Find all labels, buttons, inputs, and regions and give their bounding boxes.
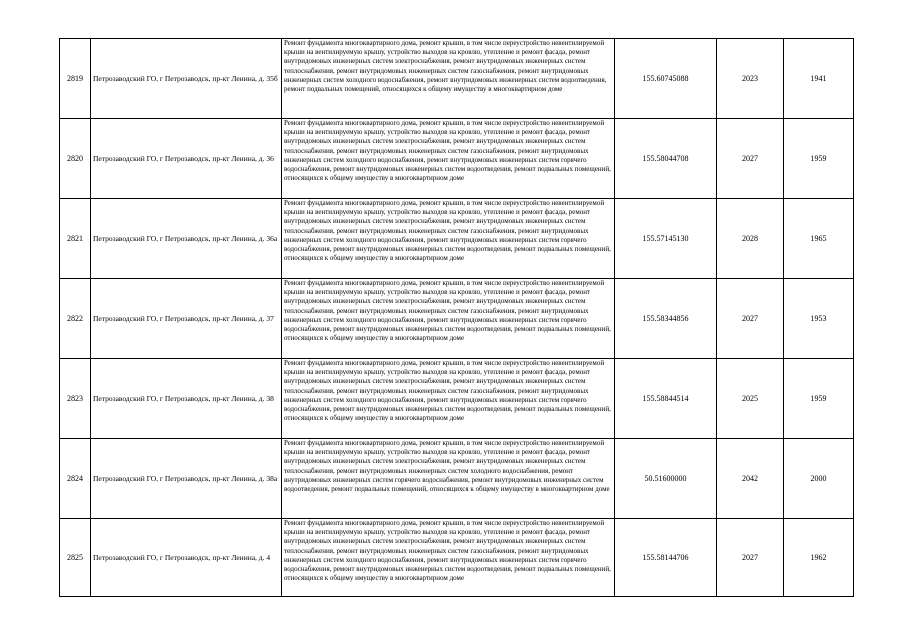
cost-cell: 155.58144706 <box>615 519 717 597</box>
works-text: Ремонт фундамента многоквартирного дома, ремонт крыши, в том числе переустройство невентилируемой крыши на вентилируемую крышу, устройство выходов на кровлю, утепление и ремонт фасада, ремонт внутридомовых инженерных систем электроснабжения, ремонт внутридомовых инженерных систем теплоснабжения, ремонт внутридомовых инженерных систем газоснабжения, ремонт внутридомовых инженерных систем холодного водоснабжения, ремонт внутридомовых инженерных систем горячего водоснабжения, ремонт внутридомовых инженерных систем водоотведения, ремонт подвальных помещений, относящихся к общему имуществу в многоквартирном доме <box>284 359 611 423</box>
cost-cell: 50.51600000 <box>615 439 717 519</box>
address-cell: Петрозаводский ГО, г Петрозаводск, пр-кт Ленина, д. 36 <box>91 119 282 199</box>
cost-cell: 155.58344856 <box>615 279 717 359</box>
document-page <box>59 38 854 597</box>
works-text: Ремонт фундамента многоквартирного дома, ремонт крыши, в том числе переустройство невентилируемой крыши на вентилируемую крышу, устройство выходов на кровлю, утепление и ремонт фасада, ремонт внутридомовых инженерных систем электроснабжения, ремонт внутридомовых инженерных систем теплоснабжения, ремонт внутридомовых инженерных систем газоснабжения, ремонт внутридомовых инженерных систем холодного водоснабжения, ремонт внутридомовых инженерных систем горячего водоснабжения, ремонт внутридомовых инженерных систем водоотведения, ремонт подвальных помещений, относящихся к общему имуществу в многоквартирном доме <box>284 119 611 183</box>
table-row <box>60 199 854 279</box>
address-cell: Петрозаводский ГО, г Петрозаводск, пр-кт Ленина, д. 35б <box>91 39 282 119</box>
works-text: Ремонт фундамента многоквартирного дома, ремонт крыши, в том числе переустройство невентилируемой крыши на вентилируемую крышу, устройство выходов на кровлю, утепление и ремонт фасада, ремонт внутридомовых инженерных систем электроснабжения, ремонт внутридомовых инженерных систем теплоснабжения, ремонт внутридомовых инженерных систем газоснабжения, ремонт внутридомовых инженерных систем холодного водоснабжения, ремонт внутридомовых инженерных систем горячего водоснабжения, ремонт внутридомовых инженерных систем водоотведения, ремонт подвальных помещений, относящихся к общему имуществу в многоквартирном доме <box>284 519 611 583</box>
works-cell <box>282 119 615 199</box>
address-cell: Петрозаводский ГО, г Петрозаводск, пр-кт Ленина, д. 38а <box>91 439 282 519</box>
repair-year-cell: 2023 <box>717 39 784 119</box>
table-row <box>60 39 854 119</box>
works-text: Ремонт фундамента многоквартирного дома, ремонт крыши, в том числе переустройство невентилируемой крыши на вентилируемую крышу, устройство выходов на кровлю, утепление и ремонт фасада, ремонт внутридомовых инженерных систем электроснабжения, ремонт внутридомовых инженерных систем теплоснабжения, ремонт внутридомовых инженерных систем газоснабжения, ремонт внутридомовых инженерных систем холодного водоснабжения, ремонт внутридомовых инженерных систем горячего водоснабжения, ремонт внутридомовых инженерных систем водоотведения, ремонт подвальных помещений, относящихся к общему имуществу в многоквартирном доме <box>284 279 611 343</box>
works-cell <box>282 39 615 119</box>
address-cell: Петрозаводский ГО, г Петрозаводск, пр-кт Ленина, д. 38 <box>91 359 282 439</box>
works-cell <box>282 359 615 439</box>
build-year-cell: 1953 <box>784 279 854 359</box>
row-number: 2823 <box>60 359 91 439</box>
row-number: 2822 <box>60 279 91 359</box>
table-body <box>60 39 854 597</box>
cost-cell: 155.58044708 <box>615 119 717 199</box>
build-year-cell: 1959 <box>784 119 854 199</box>
row-number: 2821 <box>60 199 91 279</box>
cost-cell: 155.57145130 <box>615 199 717 279</box>
build-year-cell: 1962 <box>784 519 854 597</box>
cost-cell: 155.60745088 <box>615 39 717 119</box>
works-text: Ремонт фундамента многоквартирного дома, ремонт крыши, в том числе переустройство невентилируемой крыши на вентилируемую крышу, устройство выходов на кровлю, утепление и ремонт фасада, ремонт внутридомовых инженерных систем электроснабжения, ремонт внутридомовых инженерных систем теплоснабжения, ремонт внутридомовых инженерных систем газоснабжения, ремонт внутридомовых инженерных систем холодного водоснабжения, ремонт внутридомовых инженерных систем водоотведения, ремонт подвальных помещений, относящихся к общему имуществу в многоквартирном доме <box>284 39 607 94</box>
works-cell <box>282 519 615 597</box>
table-row <box>60 279 854 359</box>
build-year-cell: 1965 <box>784 199 854 279</box>
address-cell: Петрозаводский ГО, г Петрозаводск, пр-кт Ленина, д. 37 <box>91 279 282 359</box>
works-cell <box>282 199 615 279</box>
repair-year-cell: 2025 <box>717 359 784 439</box>
build-year-cell: 2000 <box>784 439 854 519</box>
repair-year-cell: 2028 <box>717 199 784 279</box>
cost-cell: 155.58844514 <box>615 359 717 439</box>
address-cell: Петрозаводский ГО, г Петрозаводск, пр-кт Ленина, д. 36а <box>91 199 282 279</box>
row-number: 2819 <box>60 39 91 119</box>
row-number: 2824 <box>60 439 91 519</box>
works-text: Ремонт фундамента многоквартирного дома, ремонт крыши, в том числе переустройство невентилируемой крыши на вентилируемую крышу, устройство выходов на кровлю, утепление и ремонт фасада, ремонт внутридомовых инженерных систем электроснабжения, ремонт внутридомовых инженерных систем теплоснабжения, ремонт внутридомовых инженерных систем холодного водоснабжения, ремонт внутридомовых инженерных систем горячего водоснабжения, ремонт внутридомовых инженерных систем водоотведения, ремонт подвальных помещений, относящихся к общему имуществу в многоквартирном доме <box>284 439 610 494</box>
table-row <box>60 519 854 597</box>
works-cell <box>282 279 615 359</box>
address-cell: Петрозаводский ГО, г Петрозаводск, пр-кт Ленина, д. 4 <box>91 519 282 597</box>
table-row <box>60 359 854 439</box>
build-year-cell: 1941 <box>784 39 854 119</box>
row-number: 2825 <box>60 519 91 597</box>
works-cell <box>282 439 615 519</box>
repair-year-cell: 2042 <box>717 439 784 519</box>
build-year-cell: 1959 <box>784 359 854 439</box>
repair-year-cell: 2027 <box>717 119 784 199</box>
repair-year-cell: 2027 <box>717 519 784 597</box>
repair-year-cell: 2027 <box>717 279 784 359</box>
capital-repair-table <box>59 38 854 597</box>
works-text: Ремонт фундамента многоквартирного дома, ремонт крыши, в том числе переустройство невентилируемой крыши на вентилируемую крышу, устройство выходов на кровлю, утепление и ремонт фасада, ремонт внутридомовых инженерных систем электроснабжения, ремонт внутридомовых инженерных систем теплоснабжения, ремонт внутридомовых инженерных систем газоснабжения, ремонт внутридомовых инженерных систем холодного водоснабжения, ремонт внутридомовых инженерных систем горячего водоснабжения, ремонт внутридомовых инженерных систем водоотведения, ремонт подвальных помещений, относящихся к общему имуществу в многоквартирном доме <box>284 199 611 263</box>
table-row <box>60 439 854 519</box>
table-row <box>60 119 854 199</box>
row-number: 2820 <box>60 119 91 199</box>
